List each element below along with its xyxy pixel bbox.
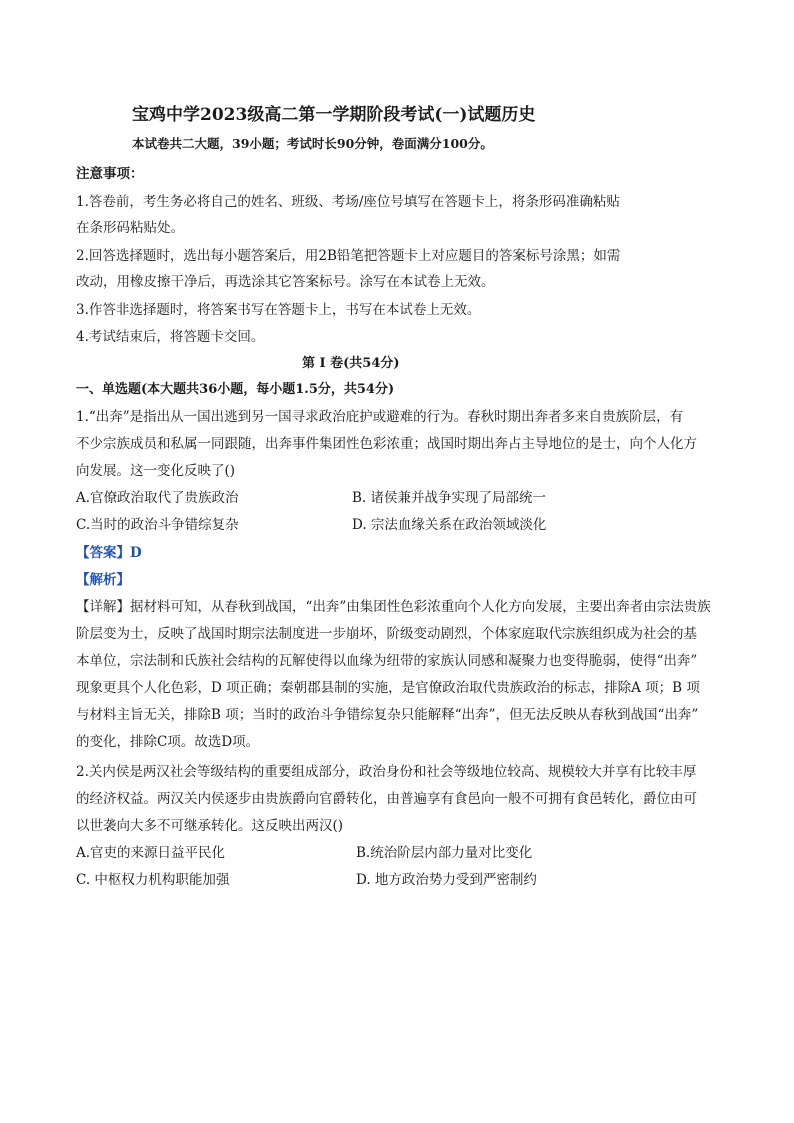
note-line: 2.回答选择题时，选出每小题答案后，用2B铅笔把答题卡上对应题目的答案标号涂黑；如需 <box>76 248 621 264</box>
q2-stem-line: 的经济权益。两汉关内侯逐步由贵族爵向官爵转化，由普遍享有食邑向一般不可拥有食邑转化，爵位由可 <box>76 791 697 807</box>
exam-subtitle: 本试卷共二大题，39小题；考试时长90分钟，卷面满分100分。 <box>132 136 493 151</box>
q2-option-c: C. 中枢权力机构职能加强 <box>76 872 230 888</box>
q1-detail-line: 与材料主旨无关，排除B 项；当时的政治斗争错综复杂只能解释“出奔”，但无法反映从春秋到战国“出奔” <box>76 707 699 723</box>
note-line: 改动，用橡皮擦干净后，再选涂其它答案标号。涂写在本试卷上无效。 <box>76 274 495 290</box>
note-line: 4.考试结束后，将答题卡交回。 <box>76 329 265 345</box>
note-line: 3.作答非选择题时，将答案书写在答题卡上，书写在本试卷上无效。 <box>76 302 481 318</box>
q1-stem-line: 不少宗族成员和私属一同跟随，出奔事件集团性色彩浓重；战国时期出奔占主导地位的是士，向个人化方 <box>76 436 697 452</box>
exam-title: 宝鸡中学2023级高二第一学期阶段考试(一)试题历史 <box>132 105 536 125</box>
q1-detail-line: 本单位，宗法制和氏族社会结构的瓦解使得以血缘为纽带的家族认同感和凝聚力也变得脆弱，使得“出奔” <box>76 653 698 669</box>
q1-stem-line: 向发展。这一变化反映了() <box>76 463 236 479</box>
q1-detail-line: 的变化，排除C项。故选D项。 <box>76 734 260 750</box>
q2-option-d: D. 地方政治势力受到严密制约 <box>356 872 537 888</box>
q1-analysis-label: 【解析】 <box>76 572 130 588</box>
q1-detail-line: 现象更具个人化色彩，D 项正确；秦朝郡县制的实施，是官僚政治取代贵族政治的标志，排除A 项；B 项 <box>76 680 700 696</box>
q1-detail-line: 阶层变为士，反映了战国时期宗法制度进一步崩坏，阶级变动剧烈，个体家庭取代宗族组织成为社会的基 <box>76 626 697 642</box>
note-line: 1.答卷前，考生务必将自己的姓名、班级、考场/座位号填写在答题卡上，将条形码准确粘贴 <box>76 194 620 210</box>
q1-answer: 【答案】D <box>76 545 142 561</box>
q1-stem-line: 1.“出奔”是指出从一国出逃到另一国寻求政治庇护或避难的行为。春秋时期出奔者多来自贵族阶层，有 <box>76 409 684 425</box>
q2-stem-line: 以世袭向大多不可继承转化。这反映出两汉() <box>76 818 344 834</box>
q2-stem-line: 2.关内侯是两汉社会等级结构的重要组成部分，政治身份和社会等级地位较高、规模较大并享有比较丰厚 <box>76 764 697 780</box>
note-line: 在条形码粘贴处。 <box>76 220 184 236</box>
section-title: 第 I 卷(共54分) <box>302 356 400 371</box>
part-heading: 一、单选题(本大题共36小题，每小题1.5分，共54分) <box>76 382 395 397</box>
q1-option-a: A.官僚政治取代了贵族政治 <box>76 490 239 506</box>
q1-option-b: B. 诸侯兼并战争实现了局部统一 <box>352 490 547 506</box>
q2-option-b: B.统治阶层内部力量对比变化 <box>356 845 533 861</box>
q2-option-a: A.官吏的来源日益平民化 <box>76 845 226 861</box>
q1-option-d: D. 宗法血缘关系在政治领域淡化 <box>352 517 547 533</box>
q1-option-c: C.当时的政治斗争错综复杂 <box>76 517 239 533</box>
q1-detail-line: 【详解】据材料可知，从春秋到战国，“出奔”由集团性色彩浓重向个人化方向发展，主要出奔者由宗法贵族 <box>76 599 711 615</box>
notes-heading: 注意事项： <box>76 166 144 182</box>
